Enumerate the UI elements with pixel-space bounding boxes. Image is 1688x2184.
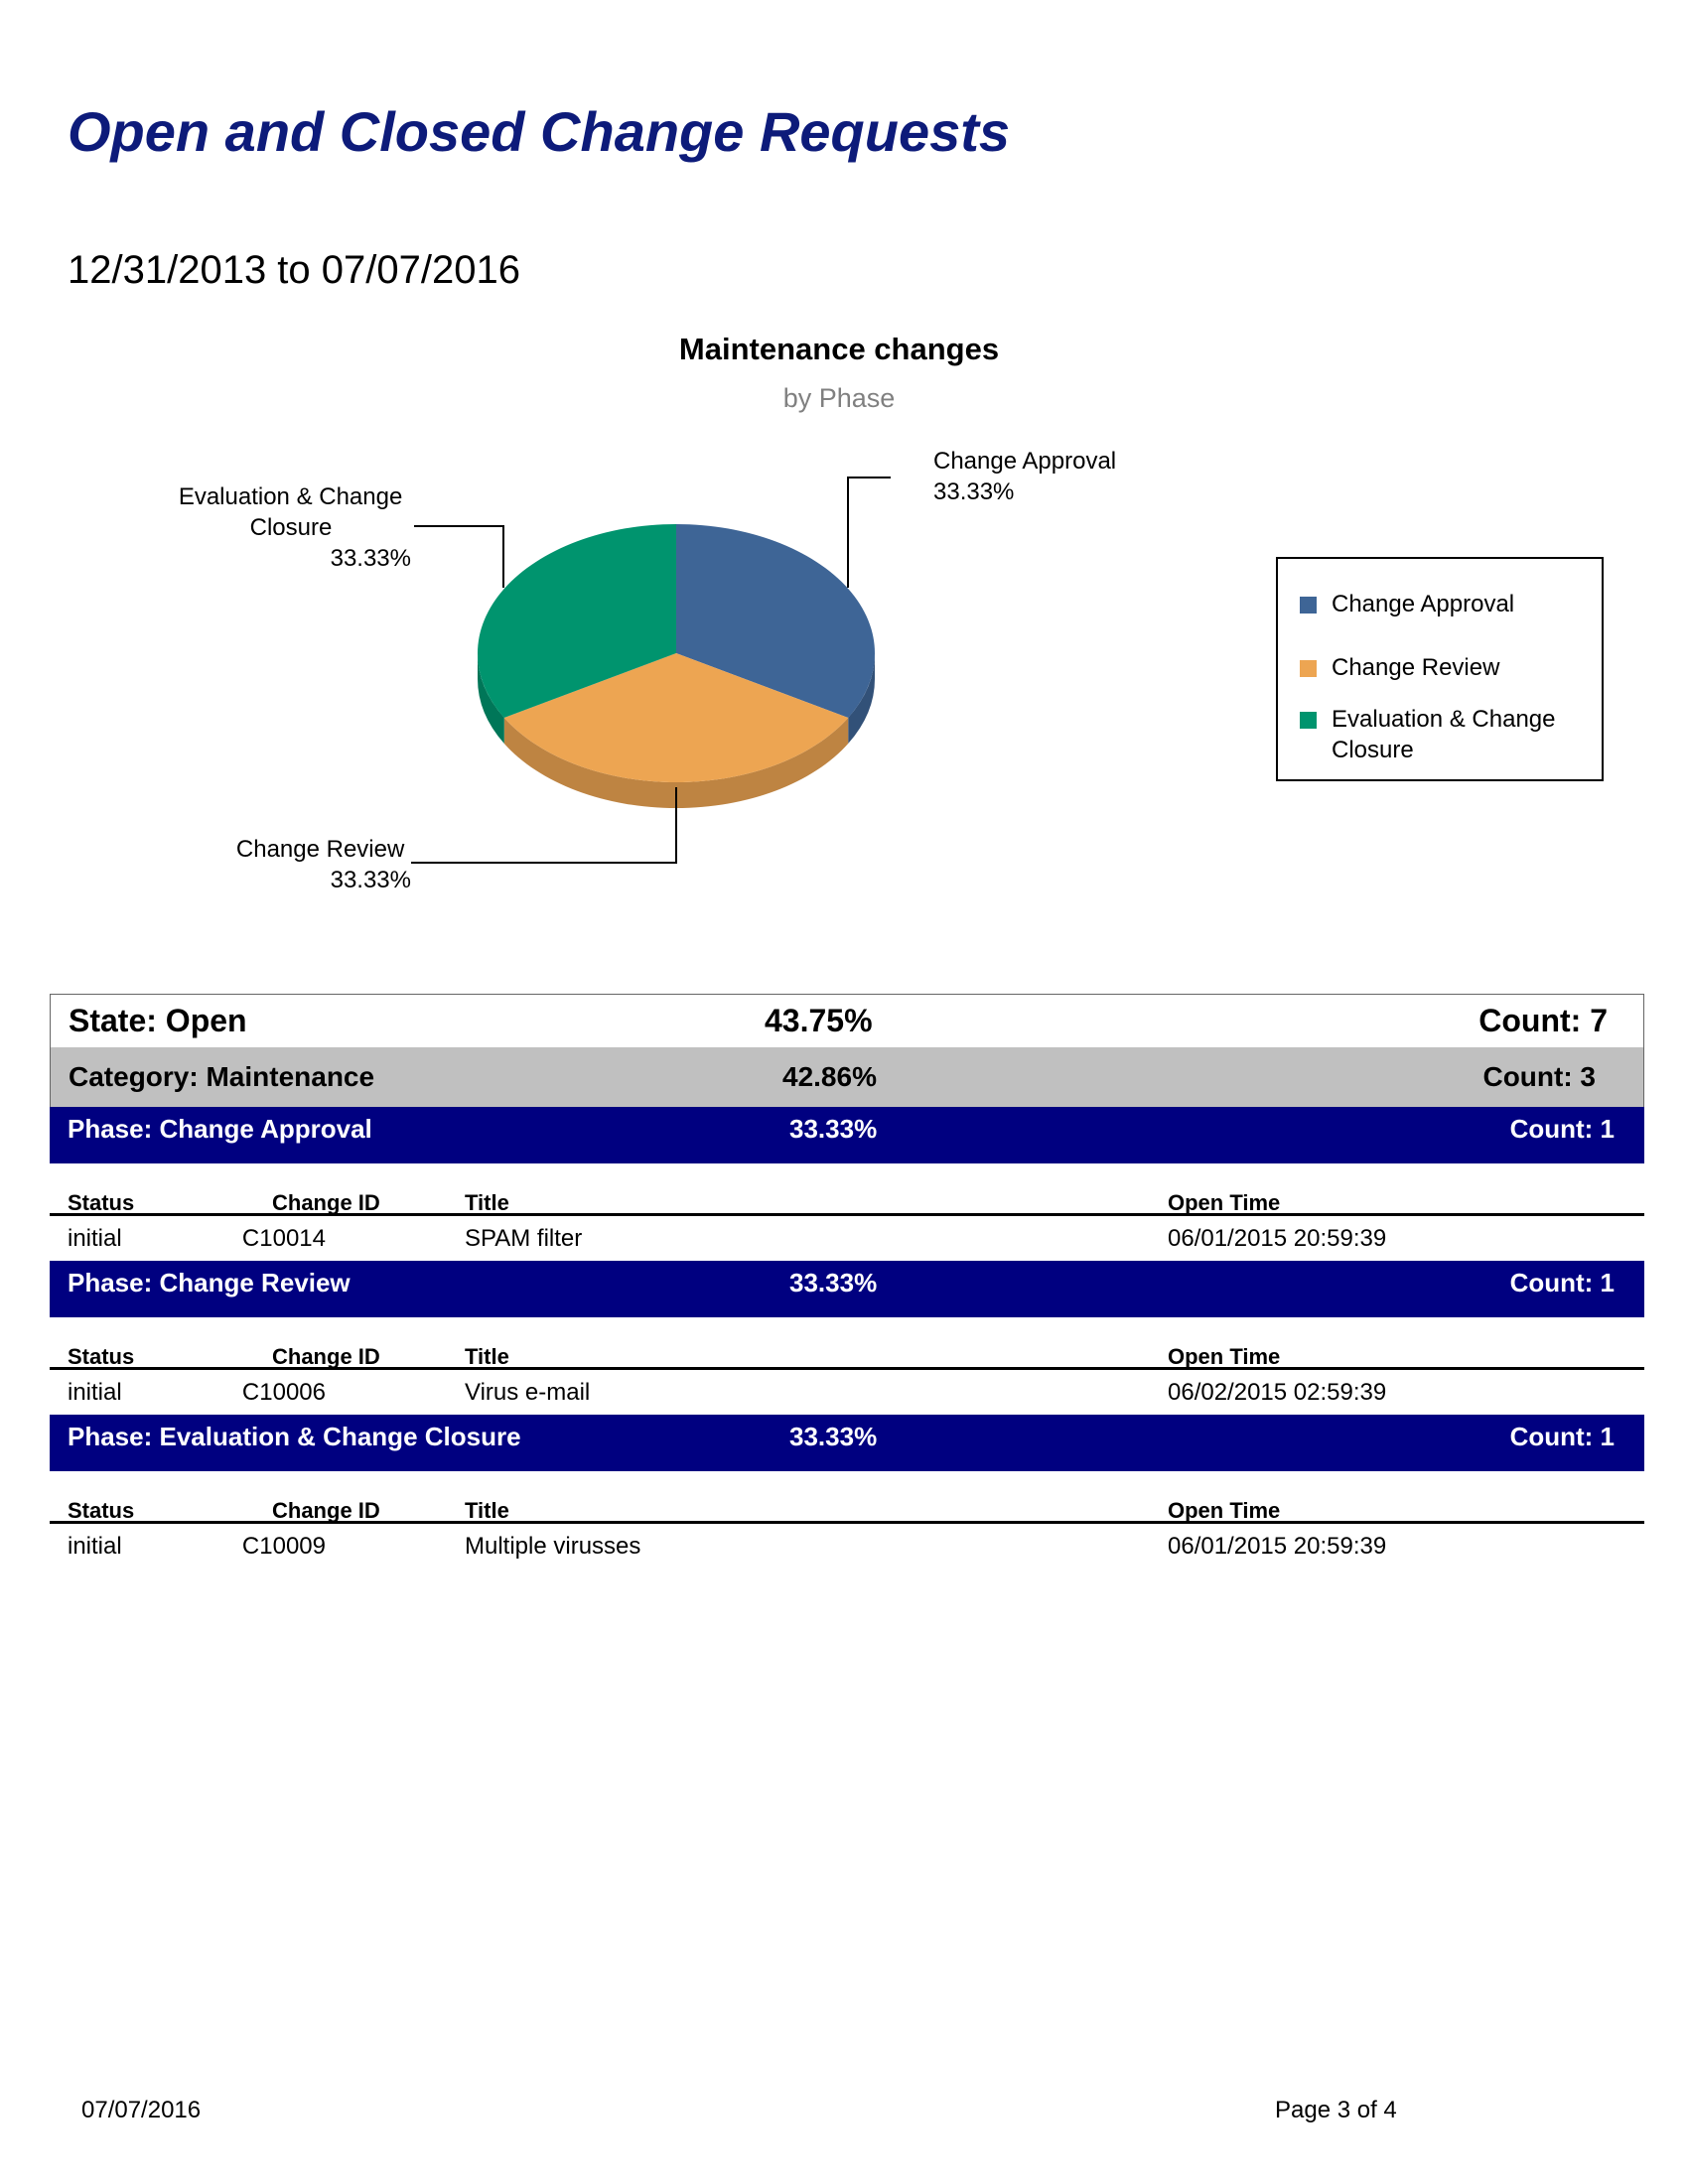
column-header-row [50, 1334, 1644, 1370]
col-open-time: Open Time [1168, 1498, 1281, 1523]
table-row [50, 1373, 1644, 1413]
cell-status: initial [68, 1225, 122, 1252]
col-open-time: Open Time [1168, 1190, 1281, 1215]
cell-open-time: 06/02/2015 02:59:39 [1168, 1379, 1387, 1406]
cell-open-time: 06/01/2015 20:59:39 [1168, 1225, 1387, 1252]
state-percent: 43.75% [765, 1003, 873, 1038]
phase-label: Phase: Evaluation & Change Closure [68, 1422, 521, 1451]
callout-evaluation-closure [179, 483, 411, 572]
chart-subtitle: by Phase [782, 383, 896, 413]
callout-value: 33.33% [330, 545, 411, 572]
legend-label-line: Closure [1332, 737, 1414, 763]
category-label: Category: Maintenance [69, 1061, 375, 1092]
table-row [50, 1219, 1644, 1259]
col-change-id: Change ID [272, 1190, 380, 1215]
legend-swatch [1300, 712, 1317, 729]
callout-line-change-approval [848, 478, 891, 588]
callout-label: Change Approval [933, 448, 1117, 475]
phase-percent: 33.33% [789, 1422, 878, 1451]
legend-label [1332, 704, 1590, 765]
cell-title: Virus e-mail [465, 1379, 591, 1406]
cell-change-id: C10014 [241, 1225, 326, 1252]
col-change-id: Change ID [272, 1344, 380, 1369]
cell-status: initial [68, 1379, 122, 1406]
col-status: Status [68, 1498, 135, 1523]
phase-count: Count: 1 [1509, 1114, 1615, 1144]
footer-page-number: Page 3 of 4 [1275, 2097, 1397, 2123]
legend-swatch [1300, 597, 1317, 614]
column-header-row [50, 1488, 1644, 1524]
category-percent: 42.86% [782, 1061, 877, 1092]
legend-label-line: Evaluation & Change [1332, 706, 1556, 733]
phase-group-header [50, 1415, 1644, 1471]
chart-title: Maintenance changes [678, 332, 1000, 366]
col-change-id: Change ID [272, 1498, 380, 1523]
cell-title: Multiple virusses [465, 1533, 641, 1560]
legend-item-change-approval [1300, 589, 1590, 619]
cell-status: initial [68, 1533, 122, 1560]
chart-legend [1276, 557, 1604, 781]
col-title: Title [465, 1344, 509, 1369]
date-range: 12/31/2013 to 07/07/2016 [68, 248, 520, 292]
state-group-header [50, 994, 1644, 1047]
legend-item-evaluation-closure [1300, 704, 1590, 765]
callout-line-evaluation-closure [414, 526, 503, 588]
cell-open-time: 06/01/2015 20:59:39 [1168, 1533, 1387, 1560]
phase-group-header [50, 1261, 1644, 1317]
callout-label-cont: Closure [249, 514, 333, 541]
phase-percent: 33.33% [789, 1114, 878, 1144]
phase-label: Phase: Change Approval [68, 1114, 372, 1144]
callout-label: Evaluation & Change [178, 483, 403, 510]
callout-value: 33.33% [933, 478, 1015, 505]
category-count: Count: 3 [1482, 1061, 1596, 1092]
footer-date: 07/07/2016 [81, 2097, 202, 2123]
col-status: Status [68, 1190, 135, 1215]
col-status: Status [68, 1344, 135, 1369]
callout-change-review [236, 836, 411, 893]
legend-item-change-review [1300, 652, 1590, 683]
col-title: Title [465, 1498, 509, 1523]
report-title: Open and Closed Change Requests [68, 100, 1011, 163]
category-group-header [50, 1047, 1644, 1107]
phase-group-header [50, 1107, 1644, 1163]
legend-label: Change Approval [1332, 591, 1515, 617]
callout-value: 33.33% [330, 867, 411, 893]
col-title: Title [465, 1190, 509, 1215]
column-header-row [50, 1180, 1644, 1216]
phase-count: Count: 1 [1509, 1268, 1615, 1297]
cell-change-id: C10006 [241, 1379, 326, 1406]
pie-slices-group [478, 524, 875, 782]
callout-change-approval [933, 448, 1123, 505]
legend-swatch [1300, 660, 1317, 677]
state-count: Count: 7 [1478, 1003, 1608, 1038]
col-open-time: Open Time [1168, 1344, 1281, 1369]
cell-change-id: C10009 [241, 1533, 326, 1560]
legend-label: Change Review [1332, 654, 1500, 681]
cell-title: SPAM filter [465, 1225, 583, 1252]
phase-percent: 33.33% [789, 1268, 878, 1297]
phase-count: Count: 1 [1509, 1422, 1615, 1451]
callout-label: Change Review [235, 836, 405, 863]
table-row [50, 1527, 1644, 1567]
state-label: State: Open [69, 1003, 247, 1038]
phase-label: Phase: Change Review [68, 1268, 351, 1297]
